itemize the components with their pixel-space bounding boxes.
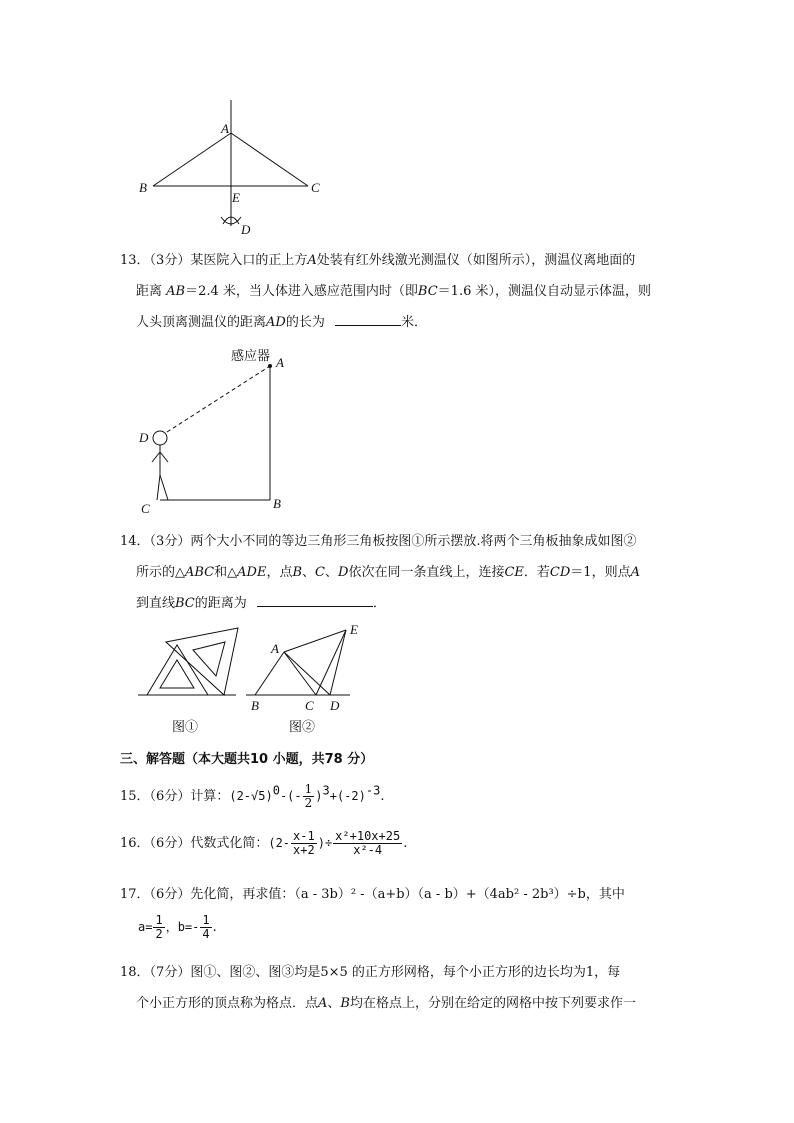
fraction — [303, 783, 315, 810]
text: ＝1，则点 — [570, 565, 631, 580]
var: B — [340, 996, 350, 1011]
numerator: 1 — [155, 913, 163, 927]
text: 米． — [400, 315, 427, 330]
denominator: x²-4 — [353, 843, 383, 857]
var: D — [338, 565, 349, 580]
numerator: x²+10x+25 — [335, 829, 401, 843]
question-number: 13． — [120, 253, 150, 268]
fraction — [200, 914, 211, 941]
q17-line2 — [138, 914, 217, 941]
label-D: D — [241, 222, 251, 237]
question-score: （6分） — [149, 789, 191, 804]
fraction — [333, 830, 402, 857]
question-number: 16． — [120, 836, 150, 851]
denominator: 2 — [155, 927, 163, 941]
label-C: C — [311, 180, 320, 195]
question-score: （3分） — [149, 534, 191, 549]
text: . — [380, 789, 385, 804]
caption-figure-2: 图② — [289, 720, 316, 735]
text: . — [403, 836, 408, 851]
question-number: 17． — [120, 887, 150, 902]
text: ＝1.6 米），测温仪自动显示体温，则 — [437, 284, 651, 299]
question-score: （3分） — [149, 253, 191, 268]
var: A — [307, 253, 317, 268]
exponent: 3 — [322, 783, 330, 798]
label-E: E — [232, 190, 240, 205]
question-score: （6分） — [149, 887, 191, 902]
math: +(-2) — [329, 789, 366, 803]
caption-figure-1: 图① — [172, 720, 199, 735]
question-score: （6分） — [149, 836, 191, 851]
text: ＝2.4 米，当人体进入感应范围内时（即 — [185, 284, 418, 299]
section-heading: 三、解答题（本大题共10 小题，共78 分） — [120, 752, 374, 767]
q14-line2: 所示的△ABC和△ADE，点B、C、D依次在同一条直线上，连接CE．若CD＝1，则点A — [136, 565, 640, 580]
text: 计算： — [190, 789, 230, 804]
numerator: x-1 — [293, 829, 315, 843]
math: -(- — [279, 789, 302, 803]
text: ．若 — [523, 565, 550, 580]
label-B: B — [251, 698, 259, 713]
text: 到直线 — [136, 596, 176, 611]
label-sensor: 感应器 — [231, 349, 271, 364]
question-score: （7分） — [149, 965, 191, 980]
math: ) — [315, 789, 323, 803]
text: 处装有红外线激光测温仪（如图所示），测温仪离地面的 — [316, 253, 636, 268]
var: BC — [175, 596, 195, 611]
fraction — [291, 830, 317, 857]
math: (2-√5) — [229, 789, 273, 803]
text: 的距离为 — [194, 596, 247, 611]
var: A — [318, 996, 328, 1011]
label-C: C — [305, 698, 314, 713]
text: 均在格点上，分别在给定的网格中按下列要求作一 — [349, 996, 636, 1011]
text: 人头顶离测温仪的距离 — [136, 315, 267, 330]
question-number: 15． — [120, 789, 150, 804]
label-C: C — [141, 501, 150, 516]
label-D: D — [330, 698, 340, 713]
text: 代数式化简： — [190, 836, 269, 851]
question-16 — [120, 830, 407, 857]
text: ． — [372, 596, 386, 611]
label-A: A — [276, 355, 284, 370]
text: 两个大小不同的等边三角形三角板按图①所示摆放.将两个三角板抽象成如图② — [190, 534, 637, 549]
numerator: 1 — [202, 913, 210, 927]
var: CD — [549, 565, 571, 580]
var: CE — [504, 565, 524, 580]
var: ADE — [237, 565, 267, 580]
text: 距离 — [136, 284, 163, 299]
math: )÷ — [317, 836, 333, 850]
question-15 — [120, 783, 384, 810]
exponent: -3 — [365, 783, 381, 798]
math: a= — [138, 920, 153, 934]
text: 和△ — [214, 565, 238, 580]
var: ABC — [185, 565, 215, 580]
text: 图①、图②、图③均是5×5 的正方形网格，每个小正方形的边长均为1，每 — [190, 965, 621, 980]
text: 个小正方形的顶点称为格点．点 — [136, 996, 319, 1011]
question-number: 18． — [120, 965, 150, 980]
var: A — [630, 565, 640, 580]
label-E: E — [350, 622, 358, 637]
denominator: x+2 — [293, 843, 315, 857]
var: AD — [266, 315, 286, 330]
question-number: 14． — [120, 534, 150, 549]
denominator: 4 — [202, 927, 210, 941]
label-A: A — [221, 121, 229, 136]
text: 的长为 — [285, 315, 325, 330]
exponent: 0 — [272, 783, 280, 798]
math: (2- — [268, 836, 291, 850]
var: B — [292, 565, 303, 580]
q17-line1 — [120, 883, 625, 902]
label-B: B — [139, 180, 147, 195]
var: BC — [417, 284, 438, 299]
text: 先化简，再求值：（a - 3b）² -（a+b）（a - b）+（4ab² - 2b³）÷b，其中 — [190, 887, 625, 902]
text: 某医院入口的正上方 — [190, 253, 308, 268]
text: 所示的△ — [136, 565, 185, 580]
fraction — [153, 914, 164, 941]
label-A: A — [271, 641, 279, 656]
var: C — [315, 565, 325, 580]
label-D: D — [139, 430, 149, 445]
text: . — [212, 920, 217, 935]
text: 、 — [327, 996, 341, 1011]
q18-line1 — [120, 961, 620, 980]
numerator: 1 — [304, 782, 313, 796]
text: ，点 — [266, 565, 293, 580]
q18-line2 — [136, 992, 636, 1011]
label-B: B — [273, 496, 281, 511]
denominator: 2 — [304, 796, 313, 810]
text: 依次在同一条直线上，连接 — [348, 565, 505, 580]
math: ，b=- — [165, 920, 200, 934]
var: AB — [166, 284, 186, 299]
